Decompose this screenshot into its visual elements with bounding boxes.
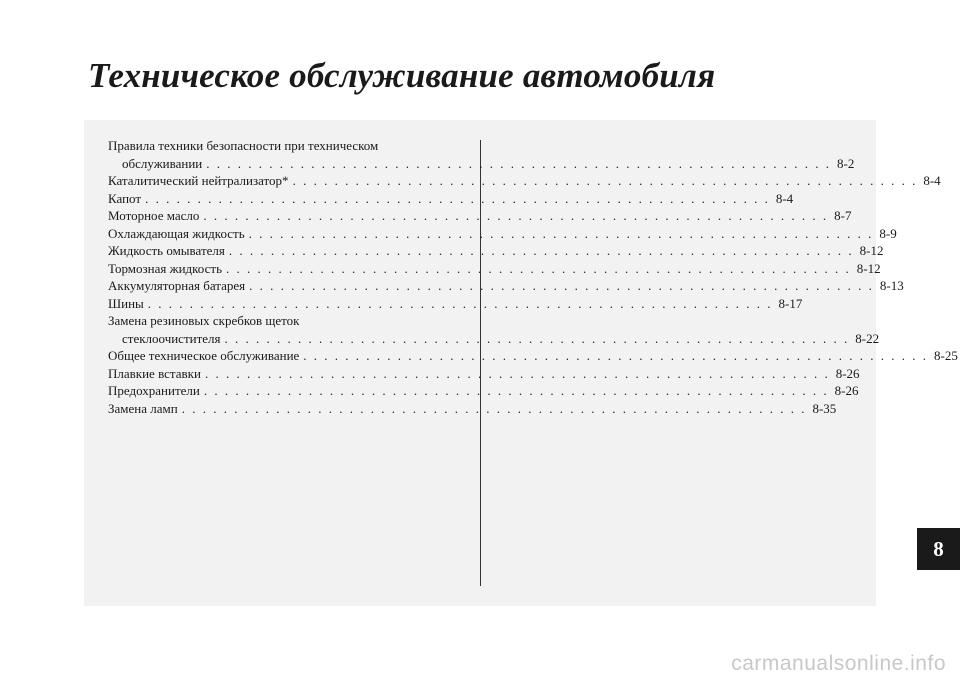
toc-entry[interactable] [108, 295, 803, 313]
page-title: Техническое обслуживание автомобиля [88, 56, 716, 95]
toc-entry[interactable] [108, 172, 941, 190]
toc-line [108, 347, 958, 365]
toc-line [108, 155, 855, 173]
toc-line [108, 242, 884, 260]
toc-page-number: 25 [944, 348, 958, 363]
toc-chapter: 8- [855, 330, 867, 346]
toc-entry-title: Предохранители [108, 383, 200, 398]
toc-line [108, 225, 897, 243]
toc-leader-dots: . . . . . . . . . . . . . . . . . . . . . . . . . . . . . . . . . . . . . . . . . . . . . . . . . . . . . . . . . . . . [147, 295, 773, 311]
toc-page-number: 13 [890, 278, 904, 293]
toc-chapter: 8- [778, 295, 790, 311]
chapter-tab-number: 8 [933, 536, 944, 561]
toc-line [108, 277, 904, 295]
toc-chapter: 8- [837, 155, 848, 171]
toc-leader-dots: . . . . . . . . . . . . . . . . . . . . . . . . . . . . . . . . . . . . . . . . . . . . . . . . . . . . . . . . . . . . [292, 173, 918, 188]
toc-leader-dots: . . . . . . . . . . . . . . . . . . . . . . . . . . . . . . . . . . . . . . . . . . . . . . . . . . . . . . . . . . . . [204, 365, 830, 381]
toc-entry[interactable] [108, 365, 860, 383]
toc-entry[interactable] [108, 382, 859, 400]
toc-entry-title: Правила техники безопасности при техническом [108, 138, 379, 153]
toc-page-number: 9 [890, 225, 897, 241]
toc-chapter: 8- [934, 348, 945, 363]
toc-chapter: 8- [834, 208, 845, 223]
toc-line [108, 400, 837, 418]
toc-page-number: 12 [867, 260, 881, 276]
toc-leader-dots: . . . . . . . . . . . . . . . . . . . . . . . . . . . . . . . . . . . . . . . . . . . . . . . . . . . . . . . . . . . . [203, 208, 829, 223]
toc-entry-title: обслуживании [122, 155, 203, 171]
toc-page-number: 12 [870, 243, 884, 258]
toc-line [108, 295, 803, 313]
toc-leader-dots: . . . . . . . . . . . . . . . . . . . . . . . . . . . . . . . . . . . . . . . . . . . . . . . . . . . . . . . . . . . . [181, 400, 807, 416]
toc-line [108, 330, 880, 348]
toc-entry-title: Аккумуляторная батарея [108, 278, 246, 293]
toc-page-number: 17 [789, 295, 803, 311]
toc-entry[interactable] [108, 400, 837, 418]
toc-entry-title: Тормозная жидкость [108, 260, 222, 276]
toc-leader-dots: . . . . . . . . . . . . . . . . . . . . . . . . . . . . . . . . . . . . . . . . . . . . . . . . . . . . . . . . . . . . [203, 383, 829, 398]
toc-chapter: 8- [812, 400, 824, 416]
toc-entry-title: Моторное масло [108, 208, 200, 223]
toc-entry[interactable] [108, 137, 855, 172]
toc-entry[interactable] [108, 225, 897, 243]
toc-entry-title: Капот [108, 190, 142, 206]
table-of-contents [108, 137, 958, 417]
toc-line [108, 365, 860, 383]
toc-entry[interactable] [108, 242, 884, 260]
toc-chapter: 8- [775, 190, 787, 206]
toc-chapter: 8- [879, 278, 891, 293]
toc-chapter: 8- [879, 225, 891, 241]
toc-entry-title: Каталитический нейтрализатор* [108, 173, 289, 188]
watermark: carmanualsonline.info [731, 652, 946, 675]
toc-entry[interactable] [108, 190, 794, 208]
toc-chapter: 8- [834, 383, 846, 398]
toc-page-number: 2 [847, 155, 855, 171]
toc-entry-title: Плавкие вставки [108, 365, 201, 381]
toc-leader-dots: . . . . . . . . . . . . . . . . . . . . . . . . . . . . . . . . . . . . . . . . . . . . . . . . . . . . . . . . . . . . [303, 348, 929, 363]
toc-page-number: 26 [846, 365, 860, 381]
chapter-tab [917, 528, 960, 570]
toc-page-number: 26 [845, 383, 859, 398]
toc-leader-dots: . . . . . . . . . . . . . . . . . . . . . . . . . . . . . . . . . . . . . . . . . . . . . . . . . . . . . . . . . . . . [206, 155, 831, 171]
toc-entry-title: Замена резиновых скребков щеток [108, 313, 300, 328]
toc-entry-title: Жидкость омывателя [108, 243, 225, 258]
toc-chapter: 8- [859, 243, 871, 258]
toc-entry-title: Замена ламп [108, 400, 178, 416]
toc-leader-dots: . . . . . . . . . . . . . . . . . . . . . . . . . . . . . . . . . . . . . . . . . . . . . . . . . . . . . . . . . . . . [145, 190, 770, 206]
toc-chapter: 8- [856, 260, 868, 276]
toc-leader-dots: . . . . . . . . . . . . . . . . . . . . . . . . . . . . . . . . . . . . . . . . . . . . . . . . . . . . . . . . . . . . [249, 278, 874, 293]
toc-leader-dots: . . . . . . . . . . . . . . . . . . . . . . . . . . . . . . . . . . . . . . . . . . . . . . . . . . . . . . . . . . . . [226, 260, 851, 276]
toc-entry[interactable] [108, 347, 958, 365]
toc-line [108, 312, 464, 330]
toc-page-number: 35 [823, 400, 837, 416]
toc-page-number: 7 [844, 208, 852, 223]
toc-page-number: 4 [934, 173, 941, 188]
toc-entry[interactable] [108, 312, 880, 347]
toc-leader-dots: . . . . . . . . . . . . . . . . . . . . . . . . . . . . . . . . . . . . . . . . . . . . . . . . . . . . . . . . . . . . [224, 330, 850, 346]
toc-entry[interactable] [108, 207, 852, 225]
toc-line [108, 382, 859, 400]
toc-entry-title: Шины [108, 295, 144, 311]
toc-line [108, 172, 941, 190]
toc-entry-title: Общее техническое обслуживание [108, 348, 300, 363]
toc-line [108, 207, 852, 225]
toc-entry[interactable] [108, 277, 904, 295]
toc-chapter: 8- [835, 365, 847, 381]
toc-line [108, 190, 794, 208]
toc-page-number: 4 [786, 190, 794, 206]
toc-leader-dots: . . . . . . . . . . . . . . . . . . . . . . . . . . . . . . . . . . . . . . . . . . . . . . . . . . . . . . . . . . . . [228, 243, 854, 258]
toc-entry-title: стеклоочистителя [122, 330, 221, 346]
toc-page-number: 22 [866, 330, 880, 346]
toc-entry[interactable] [108, 260, 881, 278]
toc-entry-title: Охлаждающая жидкость [108, 225, 245, 241]
toc-line [108, 137, 464, 155]
toc-chapter: 8- [923, 173, 935, 188]
toc-leader-dots: . . . . . . . . . . . . . . . . . . . . . . . . . . . . . . . . . . . . . . . . . . . . . . . . . . . . . . . . . . . . [248, 225, 874, 241]
toc-line [108, 260, 881, 278]
